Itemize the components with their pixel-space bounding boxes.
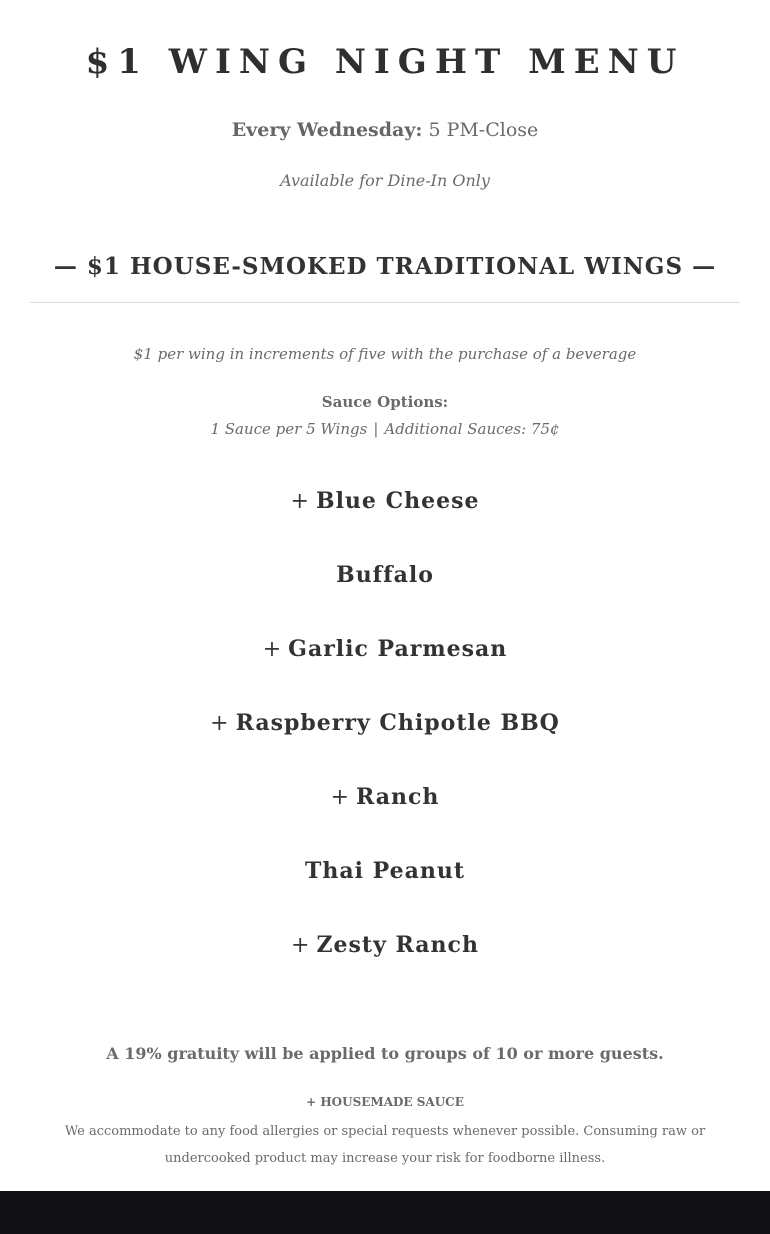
sauce-list (0, 484, 770, 1002)
housemade-marker: + (330, 785, 350, 810)
sauce-name: Zesty Ranch (316, 932, 479, 958)
section-title: — $1 HOUSE-SMOKED TRADITIONAL WINGS — (53, 253, 717, 280)
housemade-marker: + (210, 711, 230, 736)
sauce-options-heading: Sauce Options: (321, 393, 449, 411)
sauce-name: Ranch (356, 784, 440, 810)
sauce-item-raspberry-chipotle-bbq (0, 706, 770, 780)
sauce-name: Thai Peanut (305, 858, 465, 884)
section-note: $1 per wing in increments of five with the purchase of a beverage (133, 345, 637, 363)
sauce-rule-per-wings: 1 Sauce per 5 Wings (210, 420, 368, 438)
section-divider (30, 302, 740, 303)
sauce-name: Garlic Parmesan (288, 636, 508, 662)
footer-bar (0, 1191, 770, 1234)
menu-title: $1 WING NIGHT MENU (85, 42, 685, 82)
availability-note: Available for Dine-In Only (280, 171, 490, 190)
gratuity-note: A 19% gratuity will be applied to groups of 10 or more guests. (106, 1044, 664, 1063)
sauce-name: Blue Cheese (315, 488, 480, 514)
sauce-item-zesty-ranch (0, 928, 770, 1002)
sauce-rule-additional: Additional Sauces: 75¢ (384, 420, 560, 438)
housemade-marker: + (291, 933, 311, 958)
schedule-time: 5 PM-Close (428, 119, 539, 141)
sauce-item-thai-peanut (0, 854, 770, 928)
allergy-disclaimer: We accommodate to any food allergies or special requests whenever possible. Consuming raw or undercooked product may increase your risk for foodborne illness. (64, 1124, 706, 1166)
sauce-item-garlic-parmesan (0, 632, 770, 706)
sauce-rule-separator: | (373, 420, 379, 438)
schedule-day: Every Wednesday: (231, 119, 423, 141)
sauce-rules (0, 420, 770, 438)
housemade-marker: + (290, 489, 310, 514)
housemade-legend: + HOUSEMADE SAUCE (306, 1095, 464, 1109)
sauce-item-ranch (0, 780, 770, 854)
sauce-item-buffalo (0, 558, 770, 632)
schedule-line (0, 119, 770, 141)
sauce-item-blue-cheese (0, 484, 770, 558)
sauce-name: Raspberry Chipotle BBQ (235, 710, 560, 736)
housemade-marker: + (262, 637, 283, 662)
sauce-name: Buffalo (336, 562, 434, 588)
